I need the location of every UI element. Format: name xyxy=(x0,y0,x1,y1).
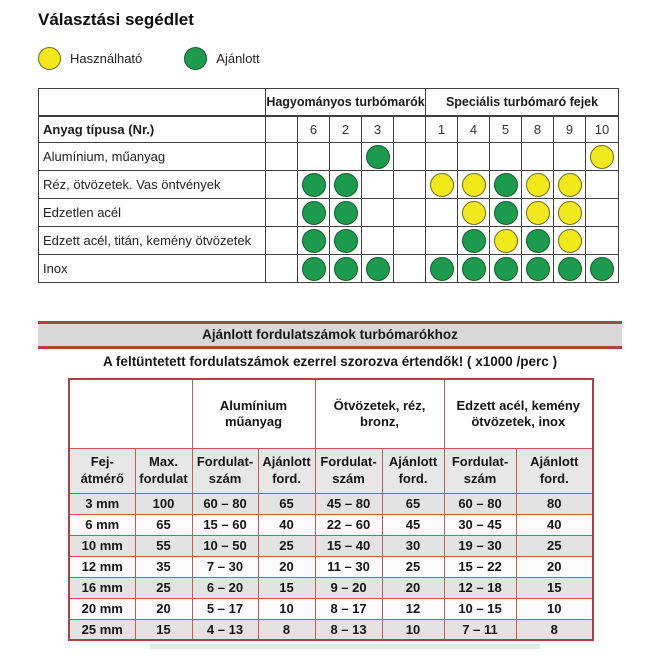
cell-recommended xyxy=(490,199,522,227)
cell-usable xyxy=(490,227,522,255)
recommended-label: Ajánlott xyxy=(216,50,260,66)
matrix-row xyxy=(39,227,619,255)
recommended-dot-icon xyxy=(526,229,550,253)
speed-value: 15 xyxy=(258,577,315,598)
cell-recommended xyxy=(586,255,619,283)
recommended-dot-icon xyxy=(558,257,582,281)
material-label: Inox xyxy=(39,255,266,283)
legend xyxy=(38,43,622,73)
recommended-dot-icon xyxy=(302,173,326,197)
cut-off-next-row xyxy=(150,644,540,649)
speed-value: 15 – 40 xyxy=(315,535,382,556)
col-head-rpm-3: Fordulat-szám xyxy=(444,448,516,493)
recommended-dot-icon xyxy=(334,257,358,281)
cell-empty xyxy=(266,227,298,255)
speed-table-body xyxy=(69,493,593,640)
selection-matrix-table xyxy=(38,88,619,283)
cell-empty xyxy=(266,255,298,283)
cell-recommended xyxy=(490,171,522,199)
speed-value: 40 xyxy=(516,514,593,535)
selection-matrix-body xyxy=(39,143,619,283)
cell-empty xyxy=(330,143,362,171)
speed-value: 10 xyxy=(516,598,593,619)
recommended-dot-icon xyxy=(526,257,550,281)
recommended-dot-icon xyxy=(334,173,358,197)
cell-empty xyxy=(586,227,619,255)
head-diameter-value: 20 mm xyxy=(69,598,135,619)
cell-recommended xyxy=(298,199,330,227)
speed-value: 80 xyxy=(516,493,593,514)
speed-value: 19 – 30 xyxy=(444,535,516,556)
recommended-dot-icon xyxy=(462,257,486,281)
speed-banner: Ajánlott fordulatszámok turbómarókhoz xyxy=(38,321,622,349)
group-header-traditional: Hagyományos turbómarók xyxy=(266,89,426,116)
cell-recommended xyxy=(362,255,394,283)
speed-value: 10 – 50 xyxy=(192,535,258,556)
speed-value: 100 xyxy=(135,493,192,514)
recommended-dot-icon xyxy=(302,257,326,281)
speed-value: 8 xyxy=(516,619,593,640)
recommended-dot-icon xyxy=(366,257,390,281)
cell-empty xyxy=(394,171,426,199)
cell-recommended xyxy=(298,255,330,283)
cutter-number-4: 4 xyxy=(458,116,490,143)
speed-value: 4 – 13 xyxy=(192,619,258,640)
speed-value: 25 xyxy=(516,535,593,556)
head-diameter-value: 25 mm xyxy=(69,619,135,640)
cell-usable xyxy=(426,171,458,199)
legend-item-recommended xyxy=(184,47,259,70)
cell-empty xyxy=(394,227,426,255)
cutter-number-1: 1 xyxy=(426,116,458,143)
speed-value: 15 xyxy=(135,619,192,640)
cell-empty xyxy=(458,143,490,171)
speed-value: 12 xyxy=(382,598,444,619)
speed-value: 9 – 20 xyxy=(315,577,382,598)
cell-empty xyxy=(490,143,522,171)
usable-label: Használható xyxy=(70,50,143,66)
cell-empty xyxy=(298,143,330,171)
speed-value: 25 xyxy=(258,535,315,556)
col-head-rpm-2: Fordulat-szám xyxy=(315,448,382,493)
matrix-corner-cell xyxy=(39,89,266,116)
head-diameter-value: 10 mm xyxy=(69,535,135,556)
head-diameter-value: 16 mm xyxy=(69,577,135,598)
speed-value: 30 – 45 xyxy=(444,514,516,535)
cell-recommended xyxy=(522,255,554,283)
cell-recommended xyxy=(490,255,522,283)
cell-usable xyxy=(522,199,554,227)
cell-recommended xyxy=(522,227,554,255)
matrix-columns-row xyxy=(39,116,619,143)
speed-value: 40 xyxy=(258,514,315,535)
material-label: Alumínium, műanyag xyxy=(39,143,266,171)
speed-value: 15 – 60 xyxy=(192,514,258,535)
cell-usable xyxy=(458,171,490,199)
cell-empty xyxy=(362,227,394,255)
speed-subheader-row xyxy=(69,448,593,493)
speed-row-3mm xyxy=(69,493,593,514)
cutter-number-2: 2 xyxy=(330,116,362,143)
matrix-row xyxy=(39,143,619,171)
speed-value: 45 – 80 xyxy=(315,493,382,514)
recommended-dot-icon xyxy=(494,257,518,281)
speed-value: 5 – 17 xyxy=(192,598,258,619)
cell-empty xyxy=(554,143,586,171)
cell-empty xyxy=(266,171,298,199)
col-head-rec-1: Ajánlott ford. xyxy=(258,448,315,493)
usable-dot-icon xyxy=(526,201,550,225)
speed-value: 22 – 60 xyxy=(315,514,382,535)
cutter-number-8: 8 xyxy=(522,116,554,143)
material-label: Edzetlen acél xyxy=(39,199,266,227)
usable-dot-icon xyxy=(558,173,582,197)
speed-value: 60 – 80 xyxy=(192,493,258,514)
speed-value: 7 – 11 xyxy=(444,619,516,640)
recommended-dot-icon xyxy=(334,201,358,225)
recommended-dot-icon xyxy=(302,229,326,253)
cell-empty xyxy=(266,143,298,171)
cutter-number-9: 9 xyxy=(554,116,586,143)
speed-value: 30 xyxy=(382,535,444,556)
cutter-number-5: 5 xyxy=(490,116,522,143)
page-title: Választási segédlet xyxy=(38,10,194,29)
recommended-dot-icon xyxy=(430,257,454,281)
speed-value: 20 xyxy=(382,577,444,598)
cell-empty xyxy=(586,199,619,227)
speed-value: 10 – 15 xyxy=(444,598,516,619)
empty-number-cell xyxy=(266,116,298,143)
head-diameter-value: 6 mm xyxy=(69,514,135,535)
cutter-number-10: 10 xyxy=(586,116,619,143)
usable-dot-icon xyxy=(590,145,614,169)
cell-empty xyxy=(426,143,458,171)
speed-value: 55 xyxy=(135,535,192,556)
cell-recommended xyxy=(330,255,362,283)
col-head-rpm-1: Fordulat-szám xyxy=(192,448,258,493)
usable-dot-icon xyxy=(558,201,582,225)
cell-empty xyxy=(394,255,426,283)
cell-recommended xyxy=(458,255,490,283)
speed-table xyxy=(68,378,594,641)
recommended-dot-icon xyxy=(366,145,390,169)
cell-recommended xyxy=(554,255,586,283)
speed-corner-cell xyxy=(69,379,192,448)
cell-empty xyxy=(394,199,426,227)
head-diameter-value: 12 mm xyxy=(69,556,135,577)
col-head-diameter: Fej-átmérő xyxy=(69,448,135,493)
speed-value: 8 – 13 xyxy=(315,619,382,640)
speed-row-10mm xyxy=(69,535,593,556)
cell-recommended xyxy=(426,255,458,283)
recommended-dot-icon xyxy=(494,173,518,197)
speed-value: 65 xyxy=(382,493,444,514)
col-head-rec-3: Ajánlott ford. xyxy=(516,448,593,493)
speed-row-25mm xyxy=(69,619,593,640)
cell-recommended xyxy=(298,171,330,199)
recommended-dot-icon xyxy=(462,229,486,253)
cell-empty xyxy=(426,199,458,227)
speed-value: 25 xyxy=(382,556,444,577)
speed-table-wrap xyxy=(68,378,622,649)
speed-value: 6 – 20 xyxy=(192,577,258,598)
col-head-rec-2: Ajánlott ford. xyxy=(382,448,444,493)
cutter-number-6: 6 xyxy=(298,116,330,143)
speed-value: 60 – 80 xyxy=(444,493,516,514)
cell-usable xyxy=(586,143,619,171)
cell-usable xyxy=(522,171,554,199)
speed-value: 11 – 30 xyxy=(315,556,382,577)
speed-value: 12 – 18 xyxy=(444,577,516,598)
group-hardened: Edzett acél, kemény ötvözetek, inox xyxy=(444,379,593,448)
cell-usable xyxy=(554,227,586,255)
cell-recommended xyxy=(362,143,394,171)
cell-empty xyxy=(394,143,426,171)
cutter-number-3: 3 xyxy=(362,116,394,143)
cell-recommended xyxy=(298,227,330,255)
matrix-row xyxy=(39,255,619,283)
speed-row-20mm xyxy=(69,598,593,619)
speed-subtitle: A feltüntetett fordulatszámok ezerrel szorozva értendők! ( x1000 /perc ) xyxy=(102,354,558,369)
matrix-row xyxy=(39,171,619,199)
recommended-dot-icon xyxy=(590,257,614,281)
usable-dot-icon xyxy=(38,47,61,70)
recommended-dot-icon xyxy=(302,201,326,225)
group-alloys: Ötvözetek, réz, bronz, xyxy=(315,379,444,448)
recommended-dot-icon xyxy=(334,229,358,253)
matrix-row xyxy=(39,199,619,227)
speed-row-16mm xyxy=(69,577,593,598)
empty-number-cell xyxy=(394,116,426,143)
usable-dot-icon xyxy=(526,173,550,197)
speed-value: 7 – 30 xyxy=(192,556,258,577)
cell-empty xyxy=(362,199,394,227)
cell-empty xyxy=(266,199,298,227)
speed-value: 15 – 22 xyxy=(444,556,516,577)
usable-dot-icon xyxy=(462,201,486,225)
speed-value: 35 xyxy=(135,556,192,577)
group-aluminium: Alumínium műanyag xyxy=(192,379,315,448)
head-diameter-value: 3 mm xyxy=(69,493,135,514)
speed-value: 20 xyxy=(135,598,192,619)
cell-usable xyxy=(458,199,490,227)
cell-recommended xyxy=(330,227,362,255)
cell-empty xyxy=(426,227,458,255)
usable-dot-icon xyxy=(430,173,454,197)
usable-dot-icon xyxy=(558,229,582,253)
col-head-max-rpm: Max. fordulat xyxy=(135,448,192,493)
speed-value: 65 xyxy=(258,493,315,514)
speed-value: 8 xyxy=(258,619,315,640)
cell-usable xyxy=(554,199,586,227)
material-label: Edzett acél, titán, kemény ötvözetek xyxy=(39,227,266,255)
recommended-dot-icon xyxy=(184,47,207,70)
cell-empty xyxy=(362,171,394,199)
cell-recommended xyxy=(330,199,362,227)
speed-value: 20 xyxy=(516,556,593,577)
speed-value: 10 xyxy=(382,619,444,640)
cell-empty xyxy=(586,171,619,199)
speed-row-6mm xyxy=(69,514,593,535)
usable-dot-icon xyxy=(494,229,518,253)
speed-value: 8 – 17 xyxy=(315,598,382,619)
cell-recommended xyxy=(458,227,490,255)
recommended-dot-icon xyxy=(494,201,518,225)
matrix-group-header-row xyxy=(39,89,619,116)
speed-value: 15 xyxy=(516,577,593,598)
usable-dot-icon xyxy=(462,173,486,197)
speed-value: 25 xyxy=(135,577,192,598)
speed-value: 65 xyxy=(135,514,192,535)
speed-value: 45 xyxy=(382,514,444,535)
legend-item-usable xyxy=(38,47,142,70)
speed-group-header-row xyxy=(69,379,593,448)
cell-usable xyxy=(554,171,586,199)
speed-value: 20 xyxy=(258,556,315,577)
cell-empty xyxy=(522,143,554,171)
group-header-special: Speciális turbómaró fejek xyxy=(426,89,619,116)
cell-recommended xyxy=(330,171,362,199)
speed-value: 10 xyxy=(258,598,315,619)
material-label: Réz, ötvözetek. Vas öntvények xyxy=(39,171,266,199)
material-type-header: Anyag típusa (Nr.) xyxy=(39,116,266,143)
speed-row-12mm xyxy=(69,556,593,577)
